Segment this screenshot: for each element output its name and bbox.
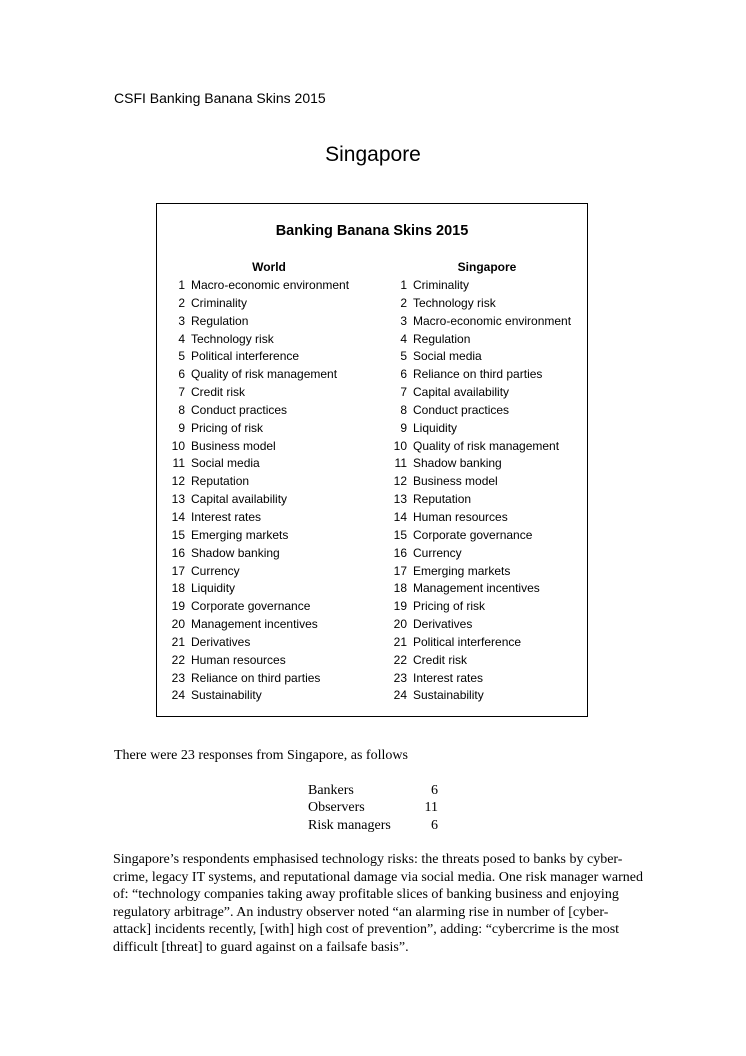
- singapore-ranking-row: [387, 366, 571, 384]
- rank-number: 14: [171, 509, 185, 524]
- world-ranking-row: [165, 598, 349, 616]
- rank-number: 10: [171, 438, 185, 453]
- risk-name: Corporate governance: [413, 527, 533, 542]
- singapore-ranking-row: [387, 384, 571, 402]
- risk-name: Reputation: [191, 474, 250, 489]
- rank-number: 5: [178, 349, 185, 364]
- page-title: Singapore: [325, 143, 421, 166]
- world-ranking-row: [165, 277, 349, 295]
- risk-name: Credit risk: [191, 385, 246, 400]
- risk-name: Regulation: [191, 313, 249, 328]
- world-ranking-row: [165, 331, 349, 349]
- rank-number: 3: [178, 313, 185, 328]
- rank-number: 15: [393, 527, 407, 542]
- singapore-ranking-row: [387, 527, 571, 545]
- risk-name: Currency: [191, 563, 240, 578]
- rank-number: 3: [400, 313, 407, 328]
- body-paragraph: Singapore’s respondents emphasised technology risks: the threats posed to banks by cyber-crime, legacy IT systems, and reputational damage via social media. One risk manager warned of: “technology companies taking away profitable slices of banking business and enjoying regulatory arbitrage”. An industry observer noted “an alarming rise in number of [cyber-attack] incidents recently, [with] high cost of prevention”, adding: “cybercrime is the most difficult [threat] to guard against on a failsafe basis”.: [113, 852, 643, 955]
- risk-name: Derivatives: [191, 634, 251, 649]
- rank-number: 16: [171, 545, 185, 560]
- rank-number: 4: [178, 331, 185, 346]
- risk-name: Political interference: [191, 349, 300, 364]
- rank-number: 24: [393, 688, 407, 703]
- singapore-column-heading: Singapore: [457, 260, 517, 274]
- rank-number: 2: [400, 295, 407, 310]
- respondent-type: Observers: [308, 800, 365, 816]
- rank-number: 6: [178, 367, 185, 382]
- rank-number: 23: [171, 670, 185, 685]
- world-ranking-row: [165, 616, 349, 634]
- rank-number: 8: [400, 402, 407, 417]
- world-ranking-row: [165, 687, 349, 705]
- singapore-ranking-row: [387, 313, 571, 331]
- rank-number: 5: [400, 349, 407, 364]
- rank-number: 6: [400, 367, 407, 382]
- singapore-ranking-row: [387, 670, 571, 688]
- risk-name: Conduct practices: [413, 402, 510, 417]
- risk-name: Capital availability: [191, 492, 288, 507]
- rank-number: 21: [393, 634, 407, 649]
- risk-name: Liquidity: [191, 581, 236, 596]
- singapore-ranking-row: [387, 616, 571, 634]
- risk-name: Management incentives: [413, 581, 540, 596]
- respondent-count: 6: [431, 783, 438, 798]
- risk-name: Pricing of risk: [191, 420, 264, 435]
- singapore-ranking-row: [387, 563, 571, 581]
- rank-number: 12: [171, 474, 185, 489]
- rank-number: 10: [393, 438, 407, 453]
- rank-number: 24: [171, 688, 185, 703]
- response-row: [308, 782, 438, 799]
- world-ranking-row: [165, 420, 349, 438]
- response-row: [308, 817, 438, 834]
- risk-name: Criminality: [191, 295, 248, 310]
- world-ranking-row: [165, 491, 349, 509]
- respondent-count: 11: [424, 800, 438, 816]
- singapore-ranking-row: [387, 580, 571, 598]
- world-ranking-list: [165, 277, 349, 705]
- risk-name: Human resources: [191, 652, 286, 667]
- world-ranking-row: [165, 509, 349, 527]
- rank-number: 7: [400, 385, 407, 400]
- risk-name: Conduct practices: [191, 402, 288, 417]
- singapore-ranking-row: [387, 455, 571, 473]
- risk-name: Political interference: [413, 634, 522, 649]
- world-ranking-row: [165, 313, 349, 331]
- singapore-ranking-row: [387, 473, 571, 491]
- risk-name: Social media: [413, 349, 482, 364]
- singapore-ranking-row: [387, 295, 571, 313]
- risk-name: Quality of risk management: [413, 438, 560, 453]
- world-ranking-row: [165, 402, 349, 420]
- respondent-count: 6: [431, 817, 438, 833]
- risk-name: Technology risk: [413, 295, 496, 310]
- risk-name: Interest rates: [191, 509, 262, 524]
- rank-number: 18: [171, 581, 185, 596]
- rank-number: 17: [171, 563, 185, 578]
- world-ranking-row: [165, 366, 349, 384]
- rank-number: 16: [393, 545, 407, 560]
- risk-name: Technology risk: [191, 331, 274, 346]
- rank-number: 19: [393, 599, 407, 614]
- world-ranking-row: [165, 455, 349, 473]
- respondent-type: Risk managers: [308, 817, 391, 833]
- singapore-ranking-list: [387, 277, 571, 705]
- singapore-ranking-row: [387, 348, 571, 366]
- singapore-ranking-row: [387, 509, 571, 527]
- rank-number: 22: [393, 652, 407, 667]
- rank-number: 4: [400, 331, 407, 346]
- world-column-heading: World: [252, 260, 286, 274]
- risk-name: Human resources: [413, 509, 508, 524]
- rank-number: 23: [393, 670, 407, 685]
- risk-name: Business model: [413, 474, 498, 489]
- world-ranking-row: [165, 545, 349, 563]
- risk-name: Corporate governance: [191, 599, 311, 614]
- singapore-ranking-row: [387, 491, 571, 509]
- risk-name: Macro-economic environment: [191, 278, 350, 292]
- risk-name: Interest rates: [413, 670, 484, 685]
- responses-table: [308, 782, 438, 834]
- risk-name: Sustainability: [191, 688, 262, 703]
- risk-name: Credit risk: [413, 652, 468, 667]
- risk-name: Shadow banking: [191, 545, 280, 560]
- risk-name: Emerging markets: [413, 563, 511, 578]
- singapore-ranking-row: [387, 598, 571, 616]
- rank-number: 20: [171, 617, 185, 632]
- world-ranking-row: [165, 634, 349, 652]
- rank-number: 18: [393, 581, 407, 596]
- running-header: CSFI Banking Banana Skins 2015: [114, 90, 326, 106]
- rank-number: 8: [178, 402, 185, 417]
- singapore-ranking-row: [387, 634, 571, 652]
- risk-name: Currency: [413, 545, 462, 560]
- world-ranking-row: [165, 652, 349, 670]
- risk-name: Criminality: [413, 278, 470, 292]
- world-ranking-row: [165, 295, 349, 313]
- risk-name: Social media: [191, 456, 260, 471]
- responses-intro: There were 23 responses from Singapore, as follows: [114, 748, 408, 763]
- rank-number: 20: [393, 617, 407, 632]
- risk-name: Reliance on third parties: [191, 670, 321, 685]
- risk-name: Sustainability: [413, 688, 484, 703]
- risk-name: Pricing of risk: [413, 599, 486, 614]
- respondent-type: Bankers: [308, 783, 354, 798]
- singapore-ranking-row: [387, 438, 571, 456]
- rank-number: 13: [171, 492, 185, 507]
- risk-name: Macro-economic environment: [413, 313, 572, 328]
- rank-number: 11: [172, 456, 185, 471]
- world-ranking-row: [165, 438, 349, 456]
- risk-name: Quality of risk management: [191, 367, 338, 382]
- world-ranking-row: [165, 563, 349, 581]
- rank-number: 9: [178, 420, 185, 435]
- world-ranking-row: [165, 384, 349, 402]
- risk-name: Reliance on third parties: [413, 367, 543, 382]
- risk-name: Derivatives: [413, 617, 473, 632]
- rank-number: 2: [178, 295, 185, 310]
- world-ranking-row: [165, 670, 349, 688]
- risk-name: Capital availability: [413, 385, 510, 400]
- rank-number: 14: [393, 509, 407, 524]
- rank-number: 11: [394, 456, 407, 471]
- world-ranking-row: [165, 580, 349, 598]
- risk-name: Emerging markets: [191, 527, 289, 542]
- risk-name: Management incentives: [191, 617, 318, 632]
- world-ranking-row: [165, 473, 349, 491]
- world-ranking-row: [165, 348, 349, 366]
- singapore-ranking-row: [387, 331, 571, 349]
- singapore-ranking-row: [387, 545, 571, 563]
- risk-name: Liquidity: [413, 420, 458, 435]
- rank-number: 1: [178, 278, 185, 292]
- risk-name: Reputation: [413, 492, 472, 507]
- rank-number: 7: [178, 385, 185, 400]
- risk-name: Shadow banking: [413, 456, 502, 471]
- ranking-table-title: Banking Banana Skins 2015: [275, 223, 469, 239]
- rank-number: 15: [171, 527, 185, 542]
- singapore-ranking-row: [387, 402, 571, 420]
- singapore-ranking-row: [387, 420, 571, 438]
- rank-number: 9: [400, 420, 407, 435]
- rank-number: 1: [400, 278, 407, 292]
- rank-number: 12: [393, 474, 407, 489]
- ranking-table-box: [156, 203, 588, 717]
- risk-name: Business model: [191, 438, 276, 453]
- singapore-ranking-row: [387, 277, 571, 295]
- world-ranking-row: [165, 527, 349, 545]
- rank-number: 22: [171, 652, 185, 667]
- rank-number: 13: [393, 492, 407, 507]
- singapore-ranking-row: [387, 687, 571, 705]
- singapore-ranking-row: [387, 652, 571, 670]
- rank-number: 19: [171, 599, 185, 614]
- risk-name: Regulation: [413, 331, 471, 346]
- rank-number: 17: [393, 563, 407, 578]
- response-row: [308, 799, 438, 816]
- rank-number: 21: [171, 634, 185, 649]
